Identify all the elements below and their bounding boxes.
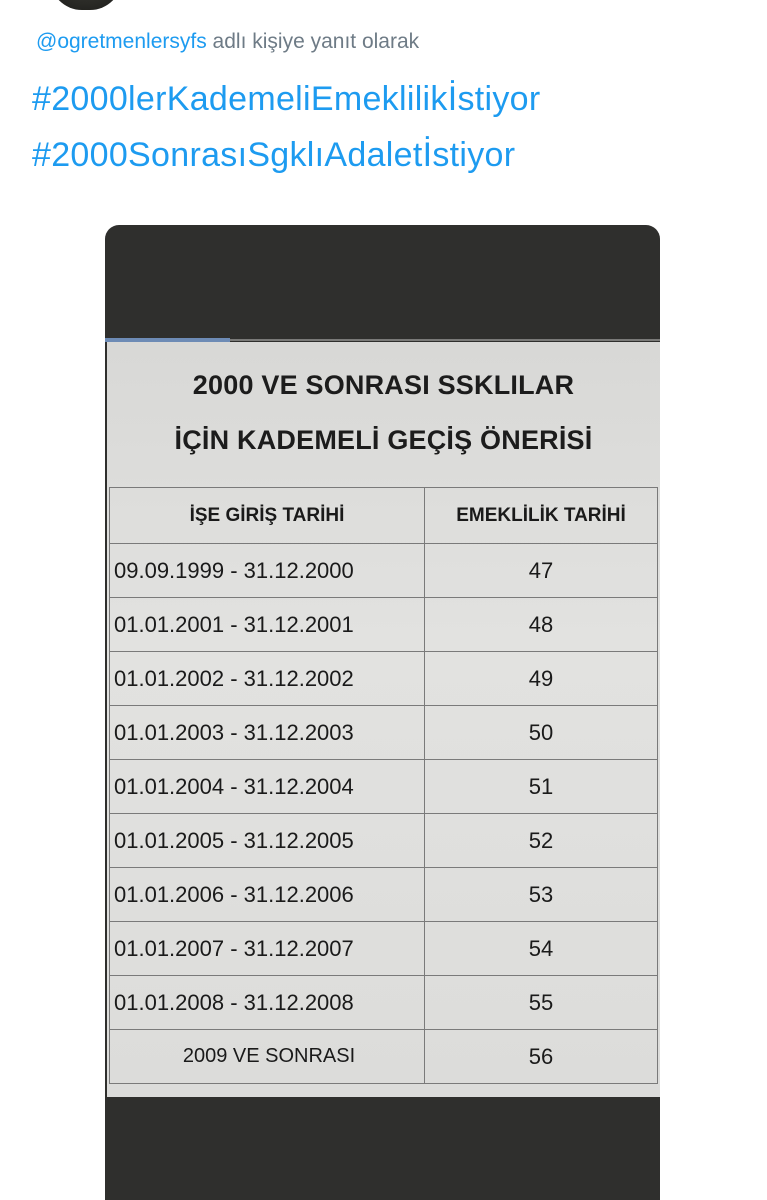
document-title-line-2: İÇİN KADEMELİ GEÇİŞ ÖNERİSİ (174, 425, 593, 455)
entry-date-cell: 01.01.2006 - 31.12.2006 (110, 868, 425, 922)
retirement-age-cell: 51 (425, 760, 658, 814)
entry-date-cell: 09.09.1999 - 31.12.2000 (110, 544, 425, 598)
table-row (110, 706, 658, 760)
avatar[interactable] (50, 0, 122, 10)
retirement-schedule-table (109, 487, 658, 1084)
table-row (110, 598, 658, 652)
reply-suffix: adlı kişiye yanıt olarak (206, 30, 420, 53)
entry-date-cell: 01.01.2001 - 31.12.2001 (110, 598, 425, 652)
table-row (110, 544, 658, 598)
table-row (110, 652, 658, 706)
retirement-age-cell: 48 (425, 598, 658, 652)
table-row (110, 922, 658, 976)
entry-date-cell: 01.01.2002 - 31.12.2002 (110, 652, 425, 706)
retirement-age-cell: 52 (425, 814, 658, 868)
retirement-age-cell: 49 (425, 652, 658, 706)
screen-progress-track (230, 339, 660, 341)
entry-date-cell: 01.01.2008 - 31.12.2008 (110, 976, 425, 1030)
table-row (110, 976, 658, 1030)
table-row (110, 868, 658, 922)
retirement-age-cell: 53 (425, 868, 658, 922)
reply-handle-link[interactable]: @ogretmenlersyfs (36, 30, 207, 53)
reply-context (36, 30, 419, 54)
table-row (110, 814, 658, 868)
table-row (110, 1030, 658, 1084)
retirement-age-cell: 56 (425, 1030, 658, 1084)
retirement-age-cell: 47 (425, 544, 658, 598)
retirement-age-cell: 50 (425, 706, 658, 760)
column-header-retirement-age: EMEKLİLİK TARİHİ (425, 488, 658, 544)
document-title-line-1: 2000 VE SONRASI SSKLILAR (192, 370, 575, 400)
entry-date-cell: 01.01.2003 - 31.12.2003 (110, 706, 425, 760)
entry-date-cell: 01.01.2007 - 31.12.2007 (110, 922, 425, 976)
entry-date-cell: 01.01.2005 - 31.12.2005 (110, 814, 425, 868)
retirement-age-cell: 55 (425, 976, 658, 1030)
retirement-age-cell: 54 (425, 922, 658, 976)
entry-date-cell: 01.01.2004 - 31.12.2004 (110, 760, 425, 814)
hashtag-link[interactable]: #2000SonrasıSgklıAdaletİstiyor (32, 136, 516, 174)
table-header-row (110, 488, 658, 544)
hashtag-link[interactable]: #2000lerKademeliEmeklilikİstiyor (32, 80, 541, 118)
column-header-entry-date: İŞE GİRİŞ TARİHİ (110, 488, 425, 544)
entry-date-cell: 2009 VE SONRASI (110, 1030, 425, 1084)
table-row (110, 760, 658, 814)
document-sheet (107, 342, 660, 1097)
tweet-media-image[interactable] (105, 225, 660, 1200)
